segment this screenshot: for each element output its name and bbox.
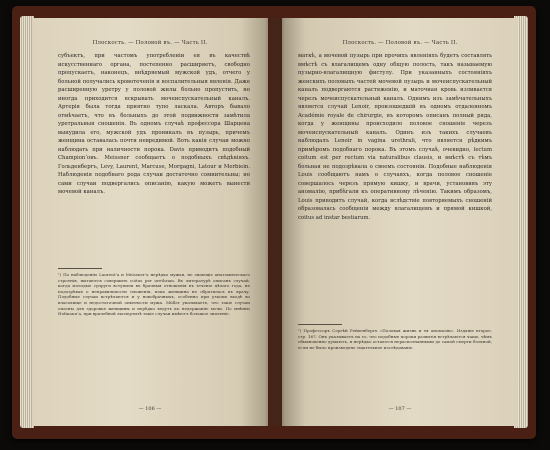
left-footnotes: ¹) По наблюденію Laurent’a и Meissner’а нерѣдко мужья, не знающіе анатомическаго строенія, пытаются совершить coitus per urethram. Въ литературѣ описанъ случай, когда молодые супруги вступили въ брачныя отношенія въ теченіе цѣлаго года, не подозрѣвая о неправильности сношенія, пока женщина не обратилась къ врачу. Подобные случаи встрѣчаются и у новобрачныхъ, особенно при узкомъ входѣ во влагалище и недостаточной опытности мужа. Müller указываетъ, что такіе случаи опасны для здоровья женщины и нерѣдко ведутъ къ недержанію мочи. По мнѣнію Hofmann’a, при врачебной экспертизѣ такіе случаи имѣютъ большое значеніе.	[58, 272, 250, 317]
right-body-text: маткѣ, а мочевой пузырь при прочихъ явленіяхъ будетъ составлять вмѣстѣ съ влагалищемъ одну общую полость, такъ называемую пузырно-влагалищную фистулу. При указанныхъ состояніяхъ женскихъ половыхъ частей мочевой пузырь и мочеиспускательный каналъ подвергаются растяженію, и маточная кровь изливается черезъ мочеиспускательный каналъ. Однимъ изъ замѣчательныхъ является случай Lenoir, произошедшій въ одномъ отдаленномъ Académie royale de chirurgie, въ которомъ описанъ полный ряда, когда у женщины происходило половое сношеніе черезъ мочеиспускательный каналъ. Одинъ изъ такихъ случаевъ наблюдалъ Lenoir in vagina urethrali, что является рѣдкимъ примѣромъ подобнаго порока. Въ этомъ случаѣ, очевидно, lectum coitum est per rectum via naturalibus clausis, и вмѣстѣ съ тѣмъ больная не подозрѣвала о своемъ состояніи. Подобные наблюденія Louis сообщаютъ намъ о случаяхъ, когда половое сношеніе совершалось черезъ прямую кишку, и врачи, установивъ эту аномалію, прибѣгали къ оперативному лѣченію. Такимъ образомъ, Louis приводитъ случай, когда вслѣдствіе повторяемыхъ сношеній образовалась сообщенія между влагалищемъ и прямой кишкой, coitus ad instar bestiarum.	[298, 53, 492, 221]
open-book	[12, 6, 536, 439]
right-page	[282, 18, 518, 426]
right-footnote-rule	[298, 324, 342, 325]
left-body-text: субъектъ, при частомъ употребленіи ея въ качествѣ искусственнаго органа, постепенно расширяетъ, свободно пропускаетъ, наконецъ, внѣдряемый мужской удъ, отчего у больной получались кровотеченія и воспалительныя явленія. Даже расширенную уретру у половой жилы больно пропустить, но иногда приходится вскрывать мочеиспускательный каналъ. Артерія была тогда приятно тупо ласкала. Авторъ бывало отмѣчаетъ, что въ больныхъ до этой подвижности замѣтила уретральныя сношенія. Въ одномъ случаѣ профессора Шарцена вынудила его, мужской удъ проникалъ въ пузырь, причемъ женщина оставалась почти невредимой. Воть какія случаи можно наблюдать при наличности порока. Davis приводитъ подобный Champion‘овъ. Meissner сообщаетъ о подобныхъ свѣдѣніяхъ. Гольденбергъ, Levy, Laurent, Marcuse, Morgagni, Latour и Merbiein. Наблюденія подобнаго рода случаи достаточно сомнительны; но сами случаи подвергались описанію, какую можетъ вынести мочевой каналъ.	[58, 53, 250, 195]
left-footnote-rule	[58, 268, 102, 269]
left-running-header: Плоскость. — Половой въ. — Часть II.	[92, 40, 208, 46]
left-page-number: — 106 —	[138, 406, 162, 412]
right-running-header: Плоскость. — Половой въ. — Часть II.	[342, 40, 458, 46]
book-spine-gutter	[265, 18, 285, 426]
right-footnotes: ¹) Профессоръ Сергѣй Рейхенбергъ «Половая жизнь и ея аномаліи». Изданіе второе, стр. 167. Онъ указываетъ на то, что подобные пороки развитія встрѣчаются чаще, чѣмъ обыкновенно думаютъ, и нерѣдко остаются нераспознанными до самой смерти больной, если не было произведено тщательное изслѣдованіе.	[298, 328, 492, 350]
right-page-number: — 107 —	[388, 406, 412, 412]
left-page	[32, 18, 268, 426]
